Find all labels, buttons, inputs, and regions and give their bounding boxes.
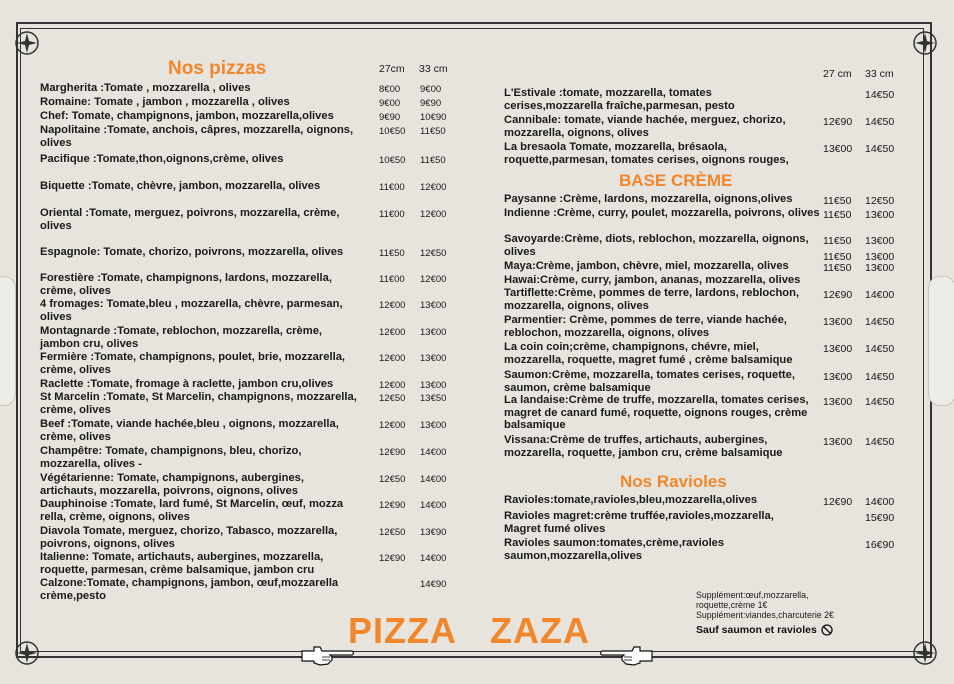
- price-33cm: 13€00: [865, 235, 895, 247]
- price-27cm: 12€90: [379, 500, 406, 511]
- menu-item-text: La bresaola Tomate, mozzarella, brésaola, roquette,parmesan, tomates cerises, oignons rouges,: [504, 141, 789, 166]
- price-27cm: 11€50: [823, 209, 852, 221]
- menu-item-text: Espagnole: Tomate, chorizo, poivrons, mozzarella, olives: [40, 246, 344, 258]
- menu-item-text: Ravioles magret:crème truffée,ravioles,mozzarella, Magret fumé olives: [504, 510, 774, 535]
- menu-item-text: La coin coin;crème, champignons, chévre, miel, mozzarella, roquette, magret fumé , crème balsamique: [504, 341, 793, 366]
- menu-item-text: Biquette :Tomate, chèvre, jambon, mozzarella, olives: [40, 180, 321, 192]
- corner-ornament-icon: [14, 640, 40, 666]
- menu-item-text: Pacifique :Tomate,thon,oignons,crème, olives: [40, 153, 284, 165]
- price-33cm: 14€00: [420, 553, 447, 564]
- price-33cm: 14€00: [865, 289, 895, 301]
- price-27cm: 13€00: [823, 316, 853, 328]
- price-33cm: 14€50: [865, 89, 895, 101]
- menu-item-text: Tartiflette:Crème, pommes de terre, lardons, reblochon, mozzarella, oignons, olives: [504, 287, 800, 312]
- price-33cm: 13€50: [420, 393, 447, 404]
- price-33cm: 14€00: [420, 500, 447, 511]
- price-27cm: 12€90: [379, 553, 406, 564]
- price-33cm: 12€00: [420, 182, 447, 193]
- price-33cm: 14€50: [865, 371, 895, 383]
- previous-page-tab[interactable]: [0, 276, 16, 406]
- price-27cm: 11€50: [379, 248, 405, 259]
- menu-item-text: L'Estivale :tomate, mozzarella, tomates cerises,mozzarella fraîche,parmesan, pesto: [504, 87, 735, 112]
- menu-item-text: Margherita :Tomate , mozzarella , olives: [40, 82, 251, 94]
- price-33cm: 14€00: [420, 447, 447, 458]
- price-33cm: 12€00: [420, 209, 447, 220]
- price-33cm: 10€90: [420, 112, 447, 123]
- ravioles-title: Nos Ravioles: [620, 472, 727, 491]
- col-header-27-right: 27 cm: [823, 68, 852, 80]
- price-27cm: 12€50: [379, 474, 406, 485]
- menu-item-text: Beef :Tomate, viande hachée,bleu , oignons, mozzarella, crème, olives: [40, 418, 339, 443]
- price-33cm: 13€00: [420, 300, 447, 311]
- menu-item-text: 4 fromages: Tomate,bleu , mozzarella, chèvre, parmesan, olives: [40, 298, 343, 323]
- brand-word-1: PIZZA: [348, 610, 457, 651]
- price-27cm: 13€00: [823, 436, 853, 448]
- menu-item-text: Saumon:Crème, mozzarella, tomates cerises, roquette, saumon, crème balsamique: [504, 369, 795, 394]
- price-33cm: 14€50: [865, 143, 895, 155]
- price-33cm: 14€50: [865, 343, 895, 355]
- pizzas-title: Nos pizzas: [168, 58, 267, 79]
- price-33cm: 14€90: [420, 579, 447, 590]
- menu-item-text: St Marcelin :Tomate, St Marcelin, champignons, mozzarella, crème, olives: [40, 391, 357, 416]
- price-33cm: 12€50: [420, 248, 447, 259]
- price-27cm: 8€00: [379, 84, 401, 95]
- price-27cm: 12€00: [379, 327, 406, 338]
- col-header-33: 33 cm: [419, 63, 448, 75]
- price-33cm: 13€00: [420, 327, 447, 338]
- menu-item-text: Romaine: Tomate , jambon , mozzarella , olives: [40, 96, 290, 108]
- price-27cm: 12€90: [379, 447, 406, 458]
- price-27cm: 12€50: [379, 393, 406, 404]
- price-27cm: 12€90: [823, 116, 853, 128]
- price-27cm: 11€00: [379, 274, 405, 285]
- menu-item-text: Italienne: Tomate, artichauts, aubergines, mozzarella, roquette, parmesan, crème balsamique, jambon cru: [40, 551, 324, 576]
- price-33cm: 13€00: [865, 209, 895, 221]
- price-33cm: 12€00: [420, 274, 447, 285]
- col-header-27: 27cm: [379, 63, 405, 75]
- menu-item-text: Oriental :Tomate, merguez, poivrons, mozzarella, crème, olives: [40, 207, 340, 232]
- price-27cm: 11€50: [823, 262, 852, 274]
- menu-item-text: Champêtre: Tomate, champignons, bleu, chorizo, mozzarella, olives -: [40, 445, 302, 470]
- price-27cm: 9€00: [379, 98, 401, 109]
- price-33cm: 13€90: [420, 527, 447, 538]
- menu-item-text: Ravioles saumon:tomates,crème,ravioles saumon,mozzarella,olives: [504, 537, 725, 562]
- price-27cm: 12€90: [823, 496, 853, 508]
- menu-item-text: Savoyarde:Crème, diots, reblochon, mozzarella, oignons, olives: [504, 233, 809, 258]
- exception-text: Sauf saumon et ravioles: [696, 624, 817, 636]
- price-33cm: 11€50: [420, 126, 446, 137]
- menu-item-text: Raclette :Tomate, fromage à raclette, jambon cru,olives: [40, 378, 334, 390]
- menu-item-text: Chef: Tomate, champignons, jambon, mozzarella,olives: [40, 110, 334, 122]
- price-27cm: 12€00: [379, 300, 406, 311]
- price-33cm: 12€50: [865, 195, 895, 207]
- menu-item-text: Végétarienne: Tomate, champignons, aubergines, artichauts, mozzarella, poivrons, oignons, olives: [40, 472, 304, 497]
- price-27cm: 9€90: [379, 112, 401, 123]
- menu-item-text: Indienne :Crème, curry, poulet, mozzarella, poivrons, olives: [504, 207, 820, 219]
- supplement-line: roquette,crème 1€: [696, 600, 768, 610]
- menu-item-text: Vissana:Crème de truffes, artichauts, aubergines, mozzarella, roquette, jambon cru, crème balsamique: [504, 434, 783, 459]
- price-33cm: 14€50: [865, 116, 895, 128]
- price-33cm: 15€90: [865, 512, 895, 524]
- menu-item-text: Calzone:Tomate, champignons, jambon, œuf,mozzarella crème,pesto: [40, 577, 339, 602]
- col-header-33-right: 33 cm: [865, 68, 894, 80]
- next-page-tab[interactable]: [928, 276, 954, 406]
- menu-item-text: Hawai:Crème, curry, jambon, ananas, mozzarella, olives: [504, 274, 801, 286]
- menu-item-text: Forestière :Tomate, champignons, lardons, mozzarella, crème, olives: [40, 272, 332, 297]
- price-27cm: 10€50: [379, 155, 406, 166]
- menu-item-text: Napolitaine :Tomate, anchois, câpres, mozzarella, oignons, olives: [40, 124, 354, 149]
- menu-item-text: Diavola Tomate, merguez, chorizo, Tabasco, mozzarella, poivrons, oignons, olives: [40, 525, 338, 550]
- corner-ornament-icon: [912, 30, 938, 56]
- menu-item-text: Ravioles:tomate,ravioles,bleu,mozzarella,olives: [504, 494, 758, 506]
- price-27cm: 11€50: [823, 235, 852, 247]
- menu-item-text: Cannibale: tomate, viande hachée, merguez, chorizo, mozzarella, oignons, olives: [504, 114, 786, 139]
- price-27cm: 12€00: [379, 380, 406, 391]
- price-27cm: 10€50: [379, 126, 406, 137]
- price-27cm: 11€50: [823, 251, 852, 263]
- price-33cm: 13€00: [420, 353, 447, 364]
- corner-ornament-icon: [14, 30, 40, 56]
- menu-item-text: Parmentier: Crème, pommes de terre, viande hachée, reblochon, mozzarella, oignons, olives: [504, 314, 787, 339]
- base-creme-title: BASE CRÈME: [619, 171, 733, 190]
- menu-item-text: Dauphinoise :Tomate, lard fumé, St Marcelin, œuf, mozza rella, crème, oignons, olives: [40, 498, 344, 523]
- menu-item-text: Montagnarde :Tomate, reblochon, mozzarella, crème, jambon cru, olives: [40, 325, 323, 350]
- price-33cm: 14€50: [865, 436, 895, 448]
- brand-word-2: ZAZA: [490, 610, 590, 651]
- price-33cm: 16€90: [865, 539, 895, 551]
- menu-item-text: Maya:Crème, jambon, chèvre, miel, mozzarella, olives: [504, 260, 789, 272]
- prohibited-icon: [821, 624, 833, 636]
- price-27cm: 13€00: [823, 143, 853, 155]
- pointing-hand-right-icon: [300, 643, 356, 669]
- price-33cm: 14€50: [865, 396, 895, 408]
- price-33cm: 14€00: [420, 474, 447, 485]
- price-27cm: 12€90: [823, 289, 853, 301]
- menu-item-text: Fermière :Tomate, champignons, poulet, brie, mozzarella, crème, olives: [40, 351, 346, 376]
- price-33cm: 11€50: [420, 155, 446, 166]
- price-27cm: 13€00: [823, 371, 853, 383]
- price-33cm: 14€50: [865, 316, 895, 328]
- price-27cm: 13€00: [823, 396, 853, 408]
- exception-note: [696, 624, 833, 636]
- price-27cm: 13€00: [823, 343, 853, 355]
- pointing-hand-left-icon: [598, 643, 654, 669]
- price-33cm: 13€00: [420, 380, 447, 391]
- price-27cm: 11€50: [823, 195, 852, 207]
- price-27cm: 12€00: [379, 420, 406, 431]
- supplement-line: Supplément:viandes,charcuterie 2€: [696, 610, 834, 620]
- price-27cm: 11€00: [379, 182, 405, 193]
- supplement-line: Supplément:œuf,mozzarella,: [696, 590, 809, 600]
- price-27cm: 12€00: [379, 353, 406, 364]
- price-33cm: 13€00: [865, 251, 895, 263]
- price-27cm: 11€00: [379, 209, 405, 220]
- price-27cm: 12€50: [379, 527, 406, 538]
- price-33cm: 13€00: [420, 420, 447, 431]
- price-33cm: 13€00: [865, 262, 895, 274]
- menu-item-text: La landaise:Crème de truffe, mozzarella, tomates cerises, magret de canard fumé, roquette, oignons rouges, crème balsamique: [504, 394, 809, 432]
- price-33cm: 14€00: [865, 496, 895, 508]
- menu-item-text: Paysanne :Crème, lardons, mozzarella, oignons,olives: [504, 193, 793, 205]
- price-33cm: 9€00: [420, 84, 442, 95]
- price-33cm: 9€90: [420, 98, 442, 109]
- corner-ornament-icon: [912, 640, 938, 666]
